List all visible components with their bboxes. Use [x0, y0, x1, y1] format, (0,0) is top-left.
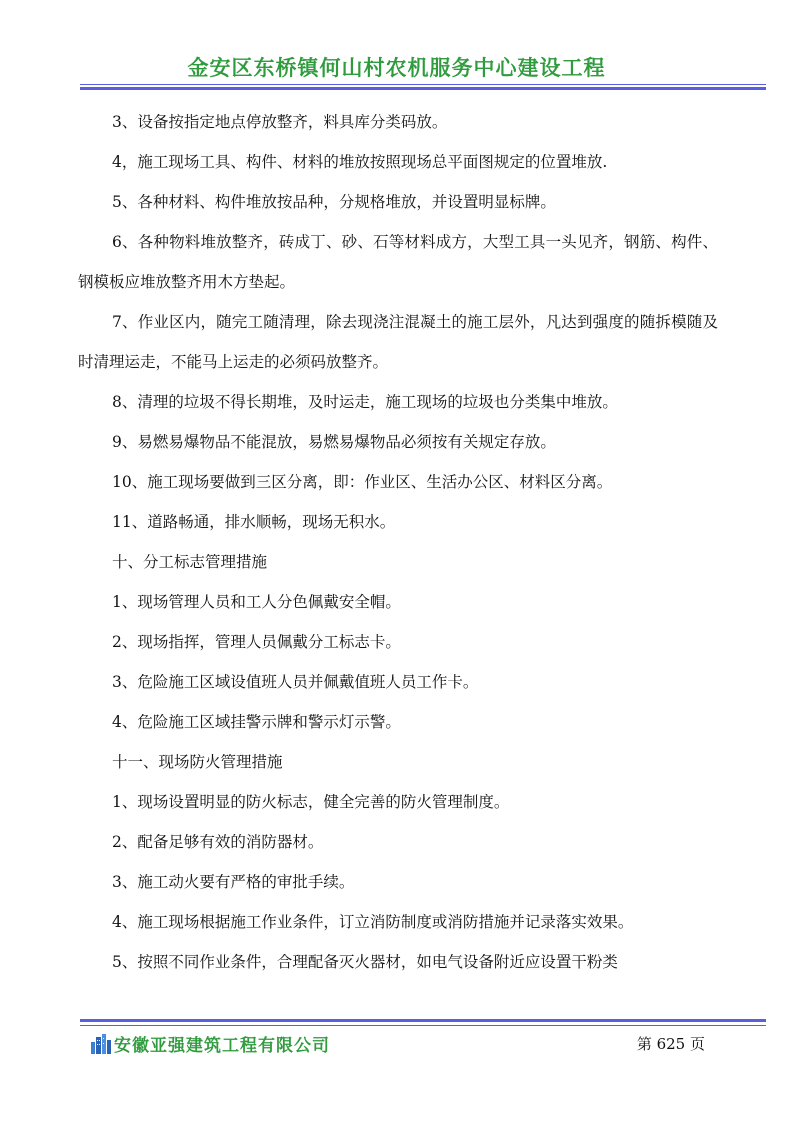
section-heading: 十、分工标志管理措施 [112, 553, 268, 571]
page-number: 第 625 页 [636, 1035, 705, 1053]
footer-company: 安徽亚强建筑工程有限公司 [114, 1036, 330, 1056]
footer-rule-thick [80, 1019, 766, 1022]
paragraph: 6、各种物料堆放整齐，砖成丁、砂、石等材料成方，大型工具一头见齐，钢筋、构件、钢模板应堆放整齐用木方垫起。 [78, 233, 718, 291]
paragraph: 1、现场设置明显的防火标志，健全完善的防火管理制度。 [112, 793, 510, 811]
paragraph: 1、现场管理人员和工人分色佩戴安全帽。 [112, 593, 401, 611]
paragraph: 3、设备按指定地点停放整齐，料具库分类码放。 [112, 113, 448, 131]
paragraph: 3、施工动火要有严格的审批手续。 [112, 873, 355, 891]
paragraph: 11、道路畅通，排水顺畅，现场无积水。 [112, 513, 396, 531]
header-rule-thin [80, 84, 766, 85]
header-rule-thick [80, 87, 766, 90]
footer-rule-thin [80, 1025, 766, 1026]
section-heading: 十一、现场防火管理措施 [112, 753, 283, 771]
paragraph: 2、现场指挥，管理人员佩戴分工标志卡。 [112, 633, 401, 651]
paragraph: 4、危险施工区域挂警示牌和警示灯示警。 [112, 713, 401, 731]
paragraph: 4、施工现场根据施工作业条件，订立消防制度或消防措施并记录落实效果。 [112, 913, 634, 931]
paragraph: 5、各种材料、构件堆放按品种，分规格堆放，并设置明显标牌。 [112, 193, 556, 211]
paragraph: 7、作业区内，随完工随清理，除去现浇注混凝土的施工层外，凡达到强度的随拆模随及时清理运走，不能马上运走的必须码放整齐。 [78, 313, 718, 371]
paragraph: 5、按照不同作业条件，合理配备灭火器材，如电气设备附近应设置干粉类 [112, 953, 618, 971]
paragraph: 10、施工现场要做到三区分离，即：作业区、生活办公区、材料区分离。 [112, 473, 613, 491]
paragraph: 8、清理的垃圾不得长期堆，及时运走，施工现场的垃圾也分类集中堆放。 [112, 393, 618, 411]
document-body [78, 102, 718, 982]
paragraph: 3、危险施工区域设值班人员并佩戴值班人员工作卡。 [112, 673, 479, 691]
building-logo-icon [90, 1034, 112, 1054]
paragraph: 4，施工现场工具、构件、材料的堆放按照现场总平面图规定的位置堆放. [112, 153, 608, 171]
paragraph: 9、易燃易爆物品不能混放，易燃易爆物品必须按有关规定存放。 [112, 433, 556, 451]
paragraph: 2、配备足够有效的消防器材。 [112, 833, 324, 851]
header-title: 金安区东桥镇何山村农机服务中心建设工程 [187, 56, 606, 80]
